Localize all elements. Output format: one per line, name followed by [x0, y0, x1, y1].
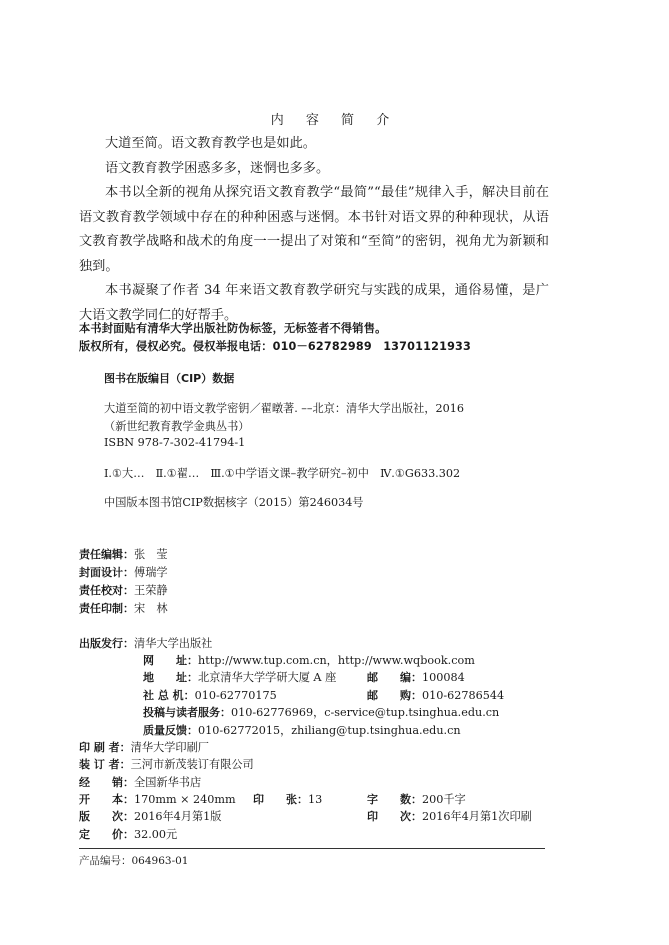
address-label: 地 址： — [143, 671, 198, 684]
binder-label: 装 订 者： — [79, 758, 131, 771]
printing-row — [367, 805, 532, 824]
sheets-value: 13 — [308, 793, 323, 806]
switchboard-label: 社 总 机： — [143, 689, 195, 702]
publisher-label: 出版发行： — [79, 637, 134, 650]
intro-paragraph: 大道至简。语文教育教学也是如此。 — [105, 136, 316, 151]
cover-design-value: 傅瑞学 — [134, 566, 168, 579]
cip-heading: 图书在版编目（CIP）数据 — [104, 372, 235, 385]
zipcode-row — [367, 666, 465, 685]
quality-feedback-label: 质量反馈： — [143, 724, 198, 737]
distributor-label: 经 销： — [79, 776, 134, 789]
cover-design-row — [79, 561, 168, 580]
reader-service-value: 010-62776969，c-service@tup.tsinghua.edu.cn — [231, 706, 500, 719]
print-supervisor-row — [79, 597, 168, 616]
price-row — [79, 823, 177, 842]
copyright-notice: 版权所有，侵权必究。侵权举报电话：010－62782989 13701121933 — [79, 340, 472, 353]
proofreader-row — [79, 579, 168, 598]
website-value: http://www.tup.com.cn，http://www.wqbook.com — [198, 654, 475, 667]
address-row — [143, 666, 336, 685]
mail-order-value: 010-62786544 — [422, 689, 505, 702]
printing-value: 2016年4月第1次印刷 — [422, 810, 532, 823]
footer-divider — [79, 848, 545, 849]
zipcode-label: 邮 编： — [367, 671, 422, 684]
print-supervisor-label: 责任印制： — [79, 602, 134, 615]
intro-paragraph: 本书以全新的视角从探究语文教育教学“最简”“最佳”规律入手，解决目前在语文教育教学领域中存在的种种困惑与迷惘。本书针对语文界的种种现状，从语文教育教学战略和战术的角度一一提出了对策和“至简”的密钥，视角尤为新颖和独到。 — [79, 185, 549, 274]
website-label: 网 址： — [143, 654, 198, 667]
product-code: 产品编号：064963-01 — [79, 855, 189, 867]
zipcode-value: 100084 — [422, 671, 465, 684]
editor-value: 张 莹 — [134, 548, 168, 561]
price-value: 32.00元 — [134, 828, 178, 841]
printing-label: 印 次： — [367, 810, 422, 823]
binder-value: 三河市新茂装订有限公司 — [130, 758, 254, 771]
proofreader-label: 责任校对： — [79, 584, 134, 597]
reader-service-row — [143, 701, 499, 720]
proofreader-value: 王荣静 — [134, 584, 168, 597]
anti-counterfeit-notice: 本书封面贴有清华大学出版社防伪标签，无标签者不得销售。 — [79, 322, 387, 335]
format-label: 开 本： — [79, 793, 134, 806]
word-count-value: 200千字 — [422, 793, 466, 806]
word-count-label: 字 数： — [367, 793, 422, 806]
reader-service-label: 投稿与读者服务： — [143, 706, 231, 719]
cip-isbn: ISBN 978-7-302-41794-1 — [104, 436, 246, 449]
intro-paragraph: 本书凝聚了作者 34 年来语文教育教学研究与实践的成果，通俗易懂，是广大语文教学同仁的好帮手。 — [79, 283, 549, 323]
quality-feedback-value: 010-62772015，zhiliang@tup.tsinghua.edu.cn — [198, 724, 461, 737]
format-value: 170mm × 240mm — [134, 793, 236, 806]
intro-section — [79, 132, 549, 328]
mail-order-label: 邮 购： — [367, 689, 422, 702]
editor-row — [79, 543, 168, 562]
switchboard-value: 010-62770175 — [194, 689, 277, 702]
address-value: 北京清华大学学研大厦 A 座 — [198, 671, 337, 684]
cip-series-line: （新世纪教育教学金典丛书） — [104, 420, 250, 433]
cip-record-number: 中国版本图书馆CIP数据核字（2015）第246034号 — [104, 496, 364, 509]
edition-row — [79, 805, 221, 824]
edition-value: 2016年4月第1版 — [134, 810, 222, 823]
cip-classification: Ⅰ.①大… Ⅱ.①翟… Ⅲ.①中学语文课–教学研究–初中 Ⅳ.①G633.302 — [104, 467, 461, 480]
printer-value: 清华大学印刷厂 — [130, 741, 209, 754]
print-supervisor-value: 宋 林 — [134, 602, 168, 615]
edition-label: 版 次： — [79, 810, 134, 823]
price-label: 定 价： — [79, 828, 134, 841]
intro-paragraph: 语文教育教学困惑多多，迷惘也多多。 — [105, 160, 330, 176]
sheets-label: 印 张： — [253, 793, 308, 806]
distributor-value: 全国新华书店 — [134, 776, 202, 789]
publisher-name: 清华大学出版社 — [134, 637, 213, 650]
editor-label: 责任编辑： — [79, 548, 134, 561]
binder-row — [79, 753, 254, 772]
cip-title-line: 大道至简的初中语文教学密钥／翟暾著. ––北京：清华大学出版社，2016 — [104, 402, 465, 415]
cover-design-label: 封面设计： — [79, 566, 134, 579]
printer-label: 印 刷 者： — [79, 741, 131, 754]
page-title: 内 容 简 介 — [270, 113, 399, 128]
sheets-row — [253, 788, 322, 807]
